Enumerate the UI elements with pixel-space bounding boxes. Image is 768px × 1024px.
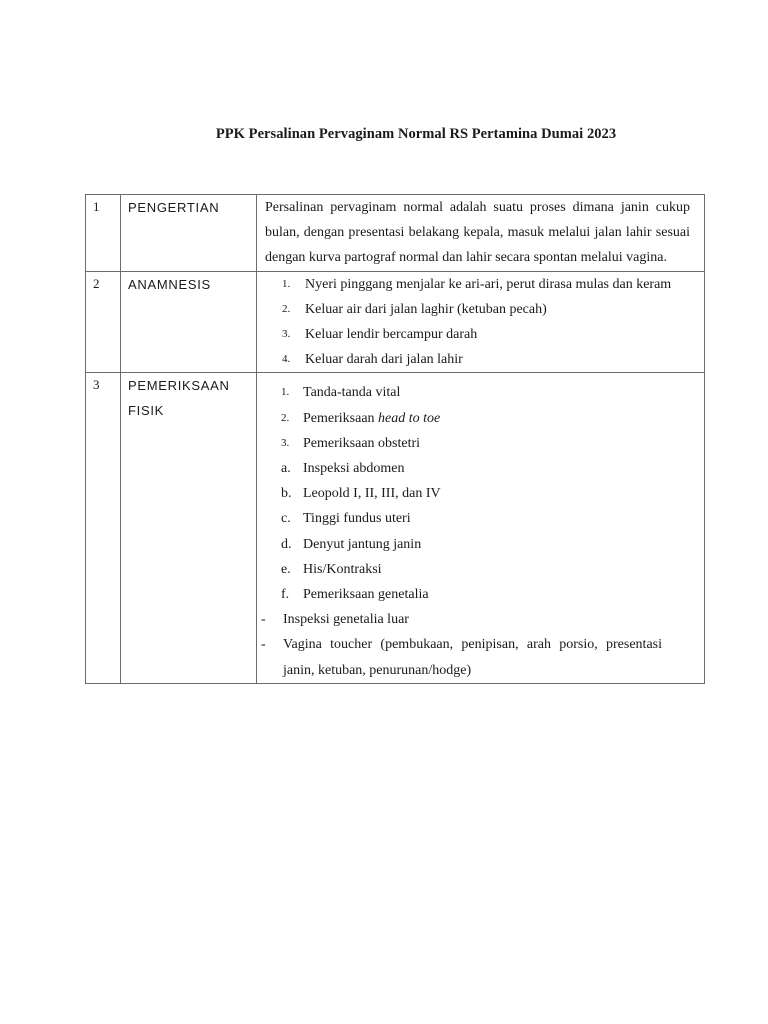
- sub-list-marker: b.: [281, 486, 292, 502]
- list-marker: 2.: [282, 302, 291, 315]
- dash-marker: -: [261, 612, 266, 628]
- row-number-cell: [86, 373, 121, 683]
- list-item-text: Nyeri pinggang menjalar ke ari-ari, perut dirasa mulas dan keram: [305, 276, 672, 292]
- list-item: [257, 272, 704, 297]
- sub-list-marker: d.: [281, 536, 292, 552]
- section-cell: [121, 271, 257, 373]
- section-heading-pengertian: PENGERTIAN: [128, 200, 220, 215]
- dash-list-item: [237, 632, 676, 682]
- section-cell: [121, 195, 257, 272]
- definition-paragraph: Persalinan pervaginam normal adalah suatu proses dimana janin cukup bulan, dengan presentasi belakang kepala, masuk melalui jalan lahir sesuai dengan kurva partograf normal dan lahir secara spontan melalui vagina.: [265, 200, 690, 266]
- sub-list-marker: a.: [281, 461, 291, 477]
- list-item-text: Keluar darah dari jalan lahir: [305, 352, 463, 368]
- list-marker: 3.: [281, 436, 290, 449]
- document-title: PPK Persalinan Pervaginam Normal RS Pertamina Dumai 2023: [215, 126, 617, 142]
- list-marker: 3.: [282, 328, 291, 341]
- section-heading-anamnesis: ANAMNESIS: [128, 276, 211, 292]
- sub-list-item: [257, 557, 690, 582]
- list-item: [257, 431, 704, 683]
- sub-list-item: [257, 582, 690, 683]
- row-number: 1: [93, 199, 100, 214]
- ppk-table: [85, 194, 705, 684]
- row-number-cell: [86, 271, 121, 373]
- sub-list-item: [257, 506, 690, 531]
- row-number-cell: [86, 195, 121, 272]
- table-row-pemeriksaan-fisik: [86, 373, 705, 683]
- anamnesis-list: [257, 272, 704, 373]
- list-item: [257, 380, 704, 405]
- table-row-pengertian: [86, 195, 705, 272]
- list-item-text: Keluar lendir bercampur darah: [305, 327, 478, 343]
- sub-list-item-text: Denyut jantung janin: [303, 536, 422, 552]
- obstetric-sublist: [257, 456, 690, 683]
- list-marker: 2.: [281, 411, 290, 424]
- dash-marker: -: [261, 637, 266, 653]
- list-marker: 1.: [282, 277, 291, 290]
- list-item: [257, 406, 704, 431]
- content-cell: [257, 373, 705, 683]
- sub-list-item-text: Leopold I, II, III, dan IV: [303, 486, 441, 502]
- genetalia-sublist: [237, 607, 676, 683]
- content-cell: [257, 271, 705, 373]
- section-heading-pemeriksaan: PEMERIKSAAN: [128, 378, 230, 394]
- list-item-text: Keluar air dari jalan laghir (ketuban pecah): [305, 301, 547, 317]
- sub-list-item: [257, 456, 690, 481]
- row-number: 2: [93, 275, 100, 291]
- list-item-italic-text: head to toe: [378, 410, 441, 426]
- sub-list-item: [257, 532, 690, 557]
- dash-list-item-text: Vagina toucher (pembukaan, penipisan, arah porsio, presentasi janin, ketuban, penurunan/hodge): [283, 637, 662, 678]
- sub-list-marker: c.: [281, 511, 291, 527]
- sub-list-marker: f.: [281, 587, 290, 603]
- sub-list-item-text: Pemeriksaan genetalia: [303, 587, 429, 603]
- list-item: [257, 347, 704, 372]
- list-marker: 4.: [282, 353, 291, 366]
- content-cell: [257, 195, 705, 272]
- table-row-anamnesis: [86, 271, 705, 373]
- list-item-text: Pemeriksaan obstetri: [303, 435, 421, 451]
- sub-list-item: [257, 481, 690, 506]
- row-number: 3: [93, 377, 100, 393]
- physical-exam-list: [257, 373, 704, 682]
- sub-list-item-text: Tinggi fundus uteri: [303, 511, 411, 527]
- list-item: [257, 322, 704, 347]
- dash-list-item: [237, 607, 676, 632]
- list-item-text: Pemeriksaan: [303, 410, 379, 426]
- list-item-text: Tanda-tanda vital: [303, 385, 401, 401]
- sub-list-item-text: Inspeksi abdomen: [303, 461, 405, 477]
- section-heading-fisik: FISIK: [128, 403, 165, 419]
- dash-list-item-text: Inspeksi genetalia luar: [283, 612, 409, 628]
- sub-list-item-text: His/Kontraksi: [303, 561, 382, 577]
- list-marker: 1.: [281, 386, 290, 399]
- list-item: [257, 297, 704, 322]
- sub-list-marker: e.: [281, 561, 291, 577]
